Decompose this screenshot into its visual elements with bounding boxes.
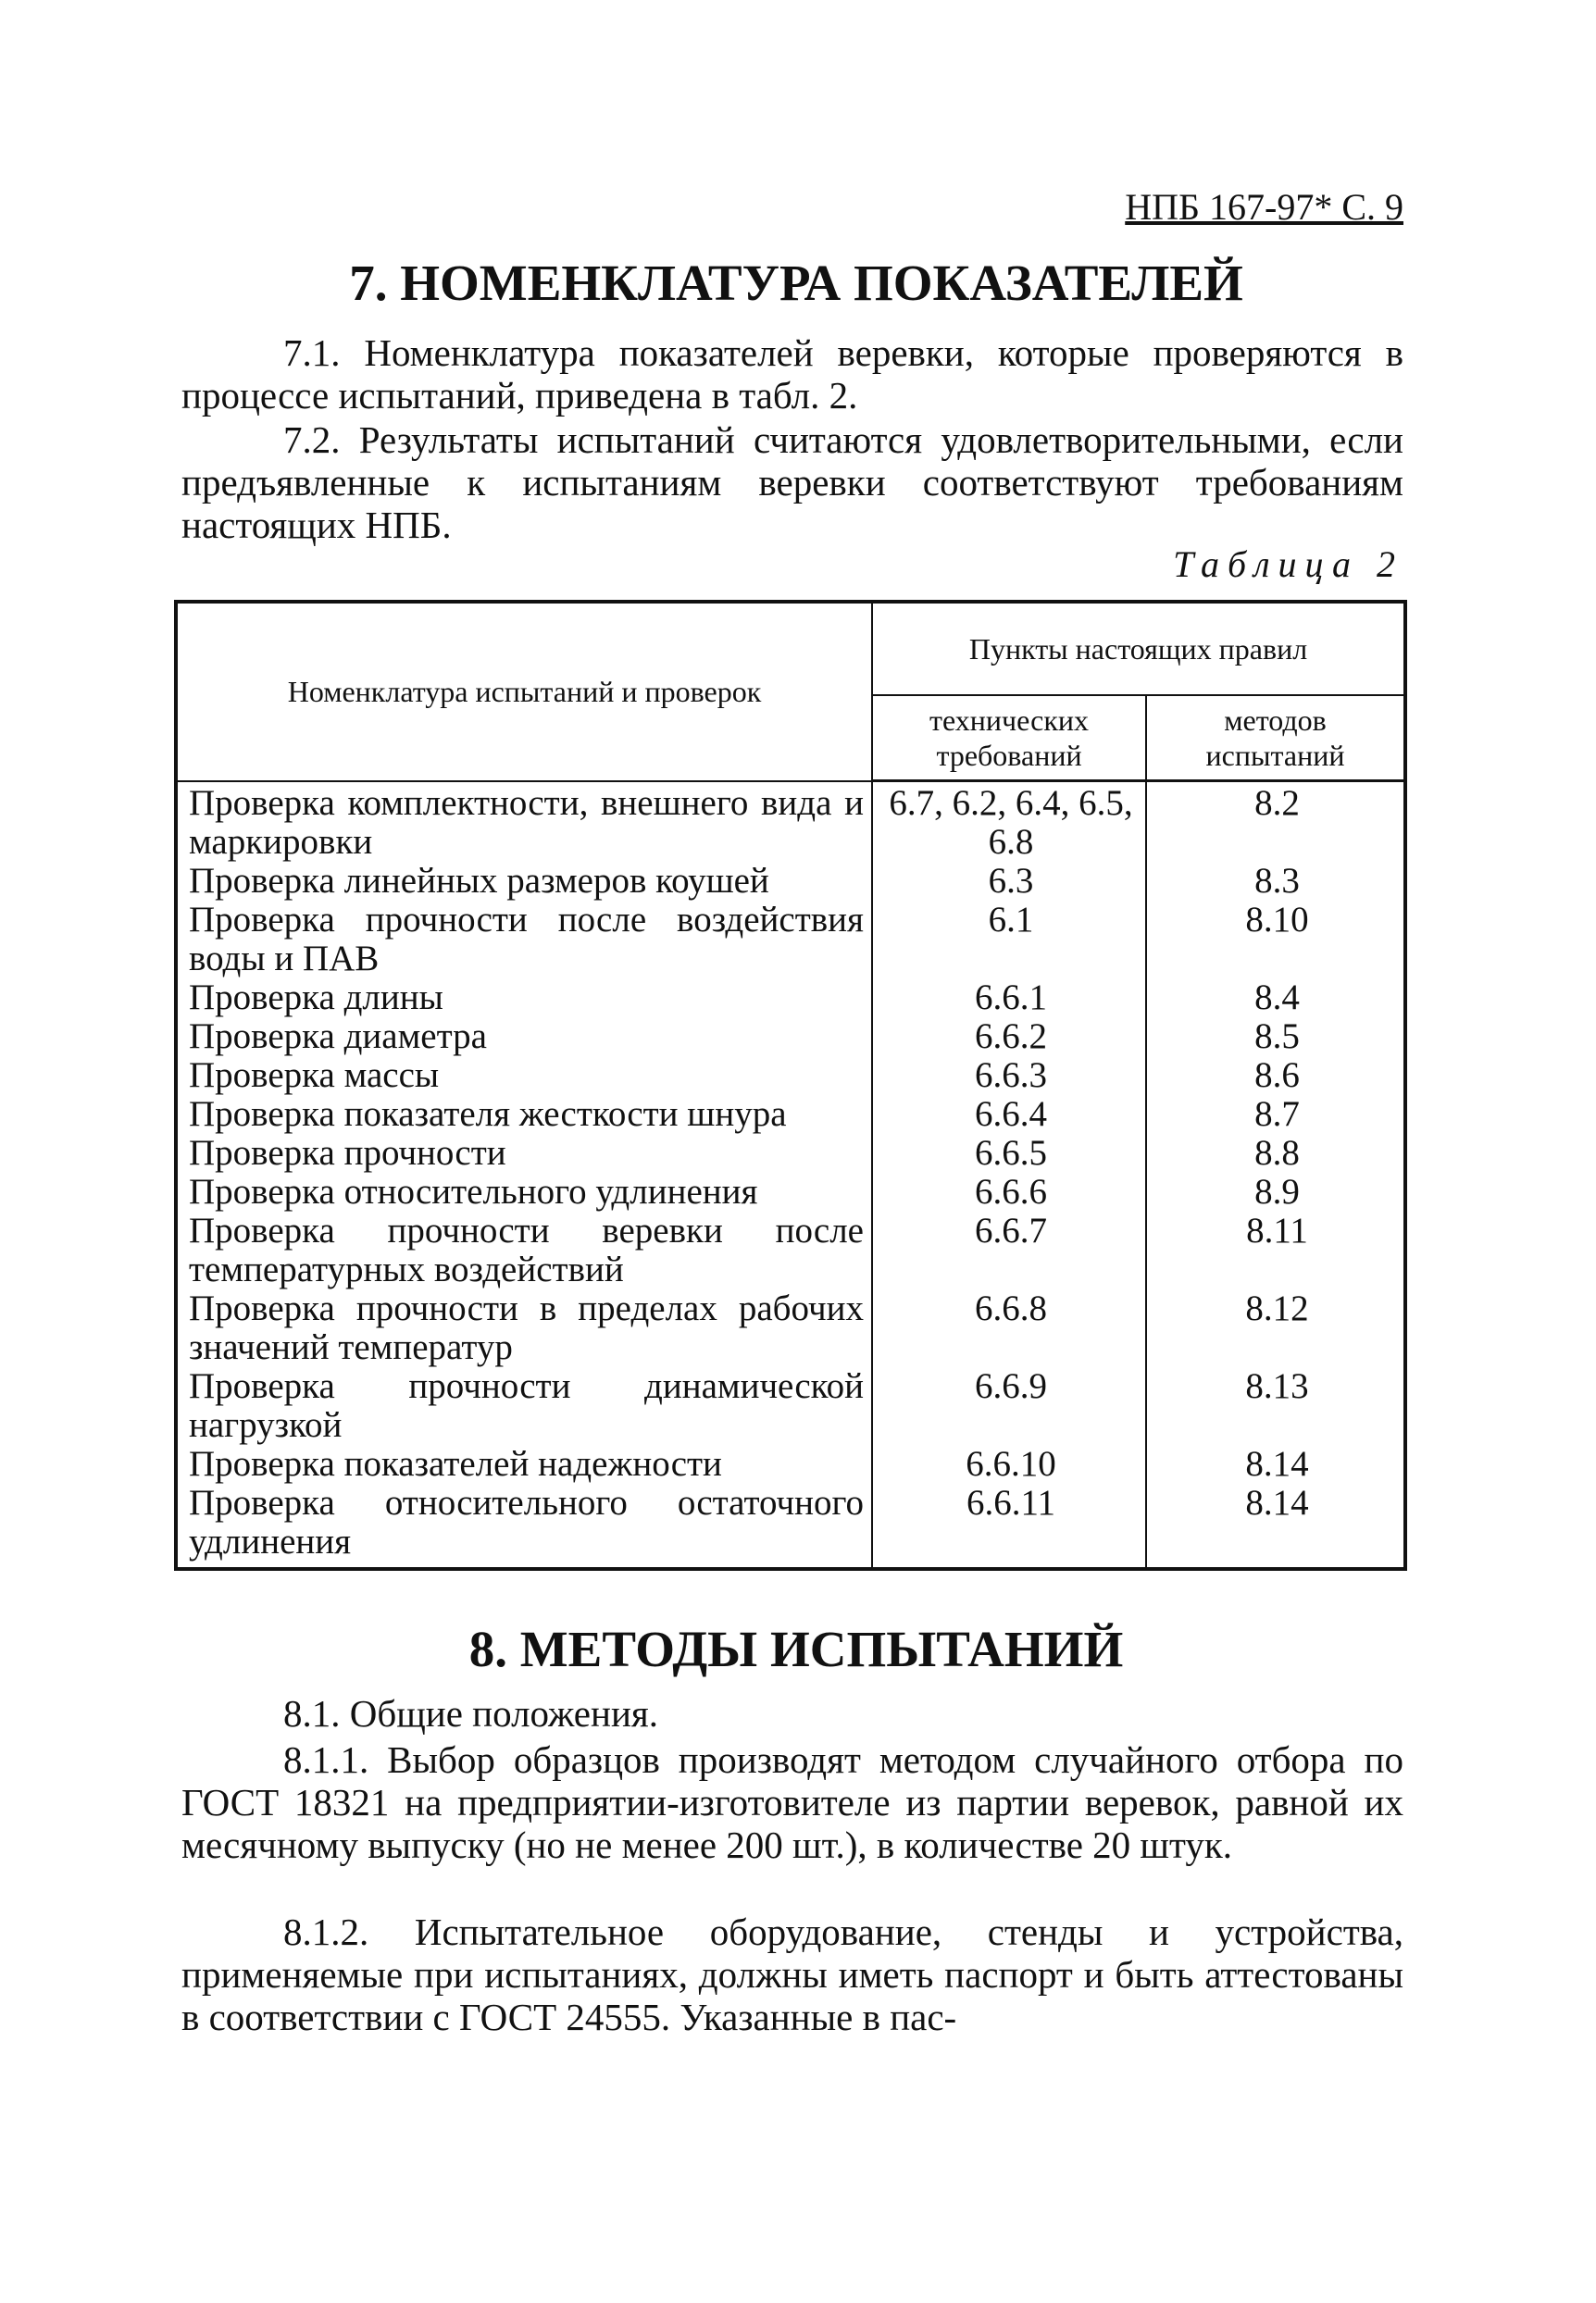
row-method-cell: 8.7 [1146, 1095, 1405, 1134]
header-group: Пункты настоящих правил [872, 602, 1405, 695]
row-method-cell: 8.13 [1146, 1367, 1405, 1445]
row-tech-cell: 6.6.9 [872, 1367, 1146, 1445]
table-row [176, 1095, 1405, 1134]
row-name-cell: Проверка длины [176, 978, 872, 1017]
row-method-cell: 8.10 [1146, 901, 1405, 978]
row-tech-cell: 6.6.6 [872, 1173, 1146, 1212]
row-method-cell: 8.14 [1146, 1484, 1405, 1569]
paragraph-8-1-2: 8.1.2. Испытательное оборудование, стенды и устройства, применяемые при испытаниях, должны иметь паспорт и быть аттестованы в соответствии с ГОСТ 24555. Указанные в пас- [181, 1911, 1403, 2038]
row-name-cell: Проверка прочности динамической нагрузкой [176, 1367, 872, 1445]
header-tech-requirements: технических требований [872, 695, 1146, 781]
table-2 [174, 600, 1407, 1571]
row-name-cell: Проверка прочности [176, 1134, 872, 1173]
page-header: НПБ 167-97* С. 9 [1125, 186, 1403, 228]
row-tech-cell: 6.3 [872, 862, 1146, 901]
row-method-cell: 8.14 [1146, 1445, 1405, 1484]
table-row [176, 1367, 1405, 1445]
row-name-cell: Проверка прочности после воздействия воды и ПАВ [176, 901, 872, 978]
table-row [176, 1484, 1405, 1569]
row-tech-cell: 6.6.3 [872, 1056, 1146, 1095]
row-tech-cell: 6.7, 6.2, 6.4, 6.5, 6.8 [872, 781, 1146, 863]
table-row [176, 1445, 1405, 1484]
row-method-cell: 8.6 [1146, 1056, 1405, 1095]
row-name-cell: Проверка линейных размеров коушей [176, 862, 872, 901]
row-name-cell: Проверка комплектности, внешнего вида и маркировки [176, 781, 872, 863]
row-name-cell: Проверка прочности веревки после температурных воздействий [176, 1212, 872, 1289]
row-name-cell: Проверка показателей надежности [176, 1445, 872, 1484]
paragraph-8-1-1: 8.1.1. Выбор образцов производят методом случайного отбора по ГОСТ 18321 на предприятии-изготовителе из партии веревок, равной их месячному выпуску (но не менее 200 шт.), в количестве 20 штук. [181, 1738, 1403, 1866]
row-name-cell: Проверка диаметра [176, 1017, 872, 1056]
row-tech-cell: 6.6.4 [872, 1095, 1146, 1134]
table-row [176, 1017, 1405, 1056]
row-tech-cell: 6.6.1 [872, 978, 1146, 1017]
row-name-cell: Проверка массы [176, 1056, 872, 1095]
table-row [176, 1212, 1405, 1289]
row-method-cell: 8.2 [1146, 781, 1405, 863]
paragraph-7-1: 7.1. Номенклатура показателей веревки, которые проверяются в процессе испытаний, приведена в табл. 2. [181, 331, 1403, 417]
row-tech-cell: 6.6.2 [872, 1017, 1146, 1056]
row-tech-cell: 6.1 [872, 901, 1146, 978]
row-method-cell: 8.3 [1146, 862, 1405, 901]
row-method-cell: 8.5 [1146, 1017, 1405, 1056]
table-row [176, 978, 1405, 1017]
section-7-title: 7. НОМЕНКЛАТУРА ПОКАЗАТЕЛЕЙ [349, 255, 1243, 311]
header-name-column: Номенклатура испытаний и проверок [176, 602, 872, 781]
table-row [176, 1173, 1405, 1212]
table-row [176, 1056, 1405, 1095]
table-caption: Таблица 2 [1173, 543, 1403, 585]
table-row [176, 901, 1405, 978]
row-method-cell: 8.8 [1146, 1134, 1405, 1173]
section-8-title: 8. МЕТОДЫ ИСПЫТАНИЙ [468, 1621, 1124, 1677]
row-tech-cell: 6.6.5 [872, 1134, 1146, 1173]
row-method-cell: 8.4 [1146, 978, 1405, 1017]
paragraph-7-2: 7.2. Результаты испытаний считаются удовлетворительными, если предъявленные к испытаниям веревки соответствуют требованиям настоящих НПБ. [181, 418, 1403, 546]
row-method-cell: 8.9 [1146, 1173, 1405, 1212]
row-name-cell: Проверка относительного удлинения [176, 1173, 872, 1212]
row-name-cell: Проверка относительного остаточного удлинения [176, 1484, 872, 1569]
table-row [176, 1134, 1405, 1173]
row-tech-cell: 6.6.11 [872, 1484, 1146, 1569]
table-row [176, 781, 1405, 863]
row-name-cell: Проверка показателя жесткости шнура [176, 1095, 872, 1134]
row-tech-cell: 6.6.10 [872, 1445, 1146, 1484]
table-row [176, 862, 1405, 901]
row-method-cell: 8.12 [1146, 1289, 1405, 1367]
paragraph-8-1: 8.1. Общие положения. [283, 1692, 658, 1735]
table-row [176, 1289, 1405, 1367]
row-tech-cell: 6.6.7 [872, 1212, 1146, 1289]
row-tech-cell: 6.6.8 [872, 1289, 1146, 1367]
row-name-cell: Проверка прочности в пределах рабочих значений температур [176, 1289, 872, 1367]
header-test-methods: методов испытаний [1146, 695, 1405, 781]
row-method-cell: 8.11 [1146, 1212, 1405, 1289]
